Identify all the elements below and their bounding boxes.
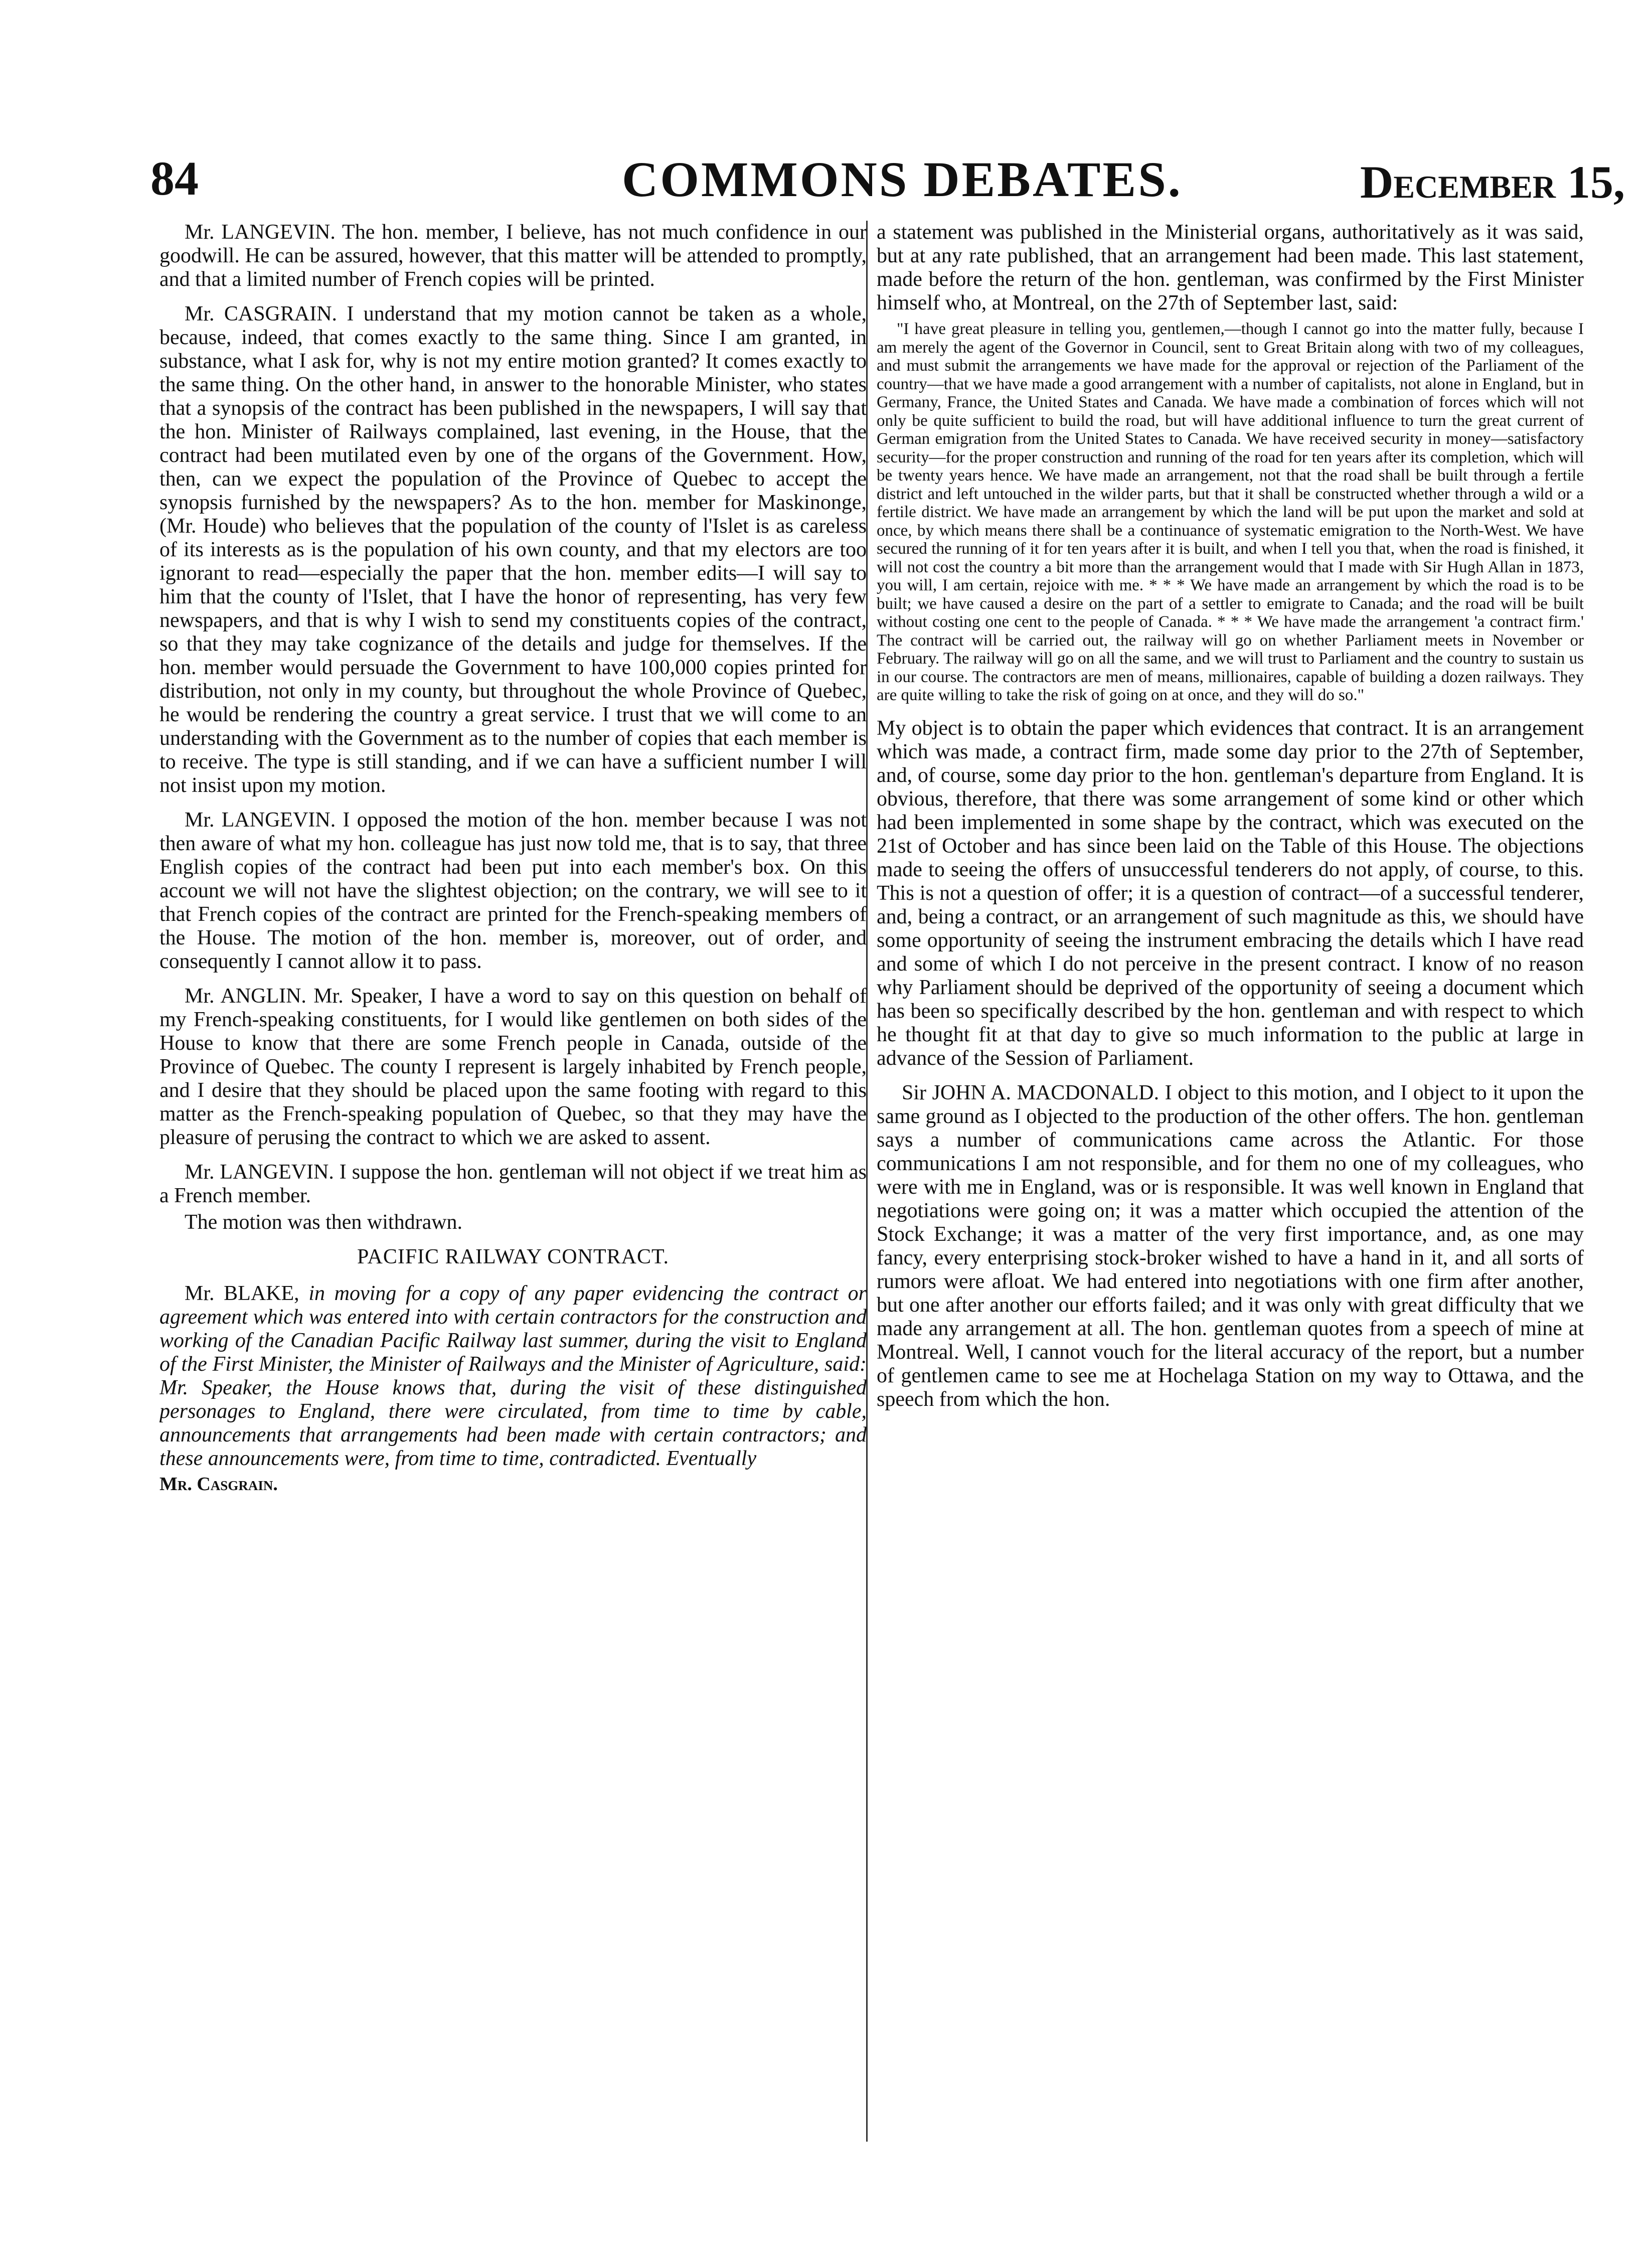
speaker-name: Mr. LANGEVIN. — [185, 809, 336, 832]
quoted-speech: "I have great pleasure in telling you, gentlemen,—though I cannot go into the matter fully, because I am merely the agent of the Governor in Council, sent to Great Britain along with two of my colleagues, and must submit the arrangements we have made for the approval or rejection of the Parliament of the country—that we have made a good arrangement with a number of capitalists, not alone in England, but in Germany, France, the United States and Canada. We have made a combination of forces which will not only be quite sufficient to build the road, but will have additional influence to turn the great current of German emigration from the United States to Canada. We have received security in money—satisfactory security—for the proper construction and running of the road for ten years after its completion, which will be twenty years hence. We have made an arrangement, not that the road shall be built through a fertile district and left untouched in the wilder parts, but that it shall be constructed whether through a wild or a fertile district. We have made an arrangement by which the land will be put upon the market and sold at once, by which means there shall be a continuance of systematic emigration to the North-West. We have secured the running of it for ten years after it is built, and when I tell you that, when the road is finished, it will not cost the country a bit more than the arrangement would that I made with Sir Hugh Allan in 1873, you will, I am certain, rejoice with me. * * * We have made an arrangement by which the road is to be built; we have caused a desire on the part of a settler to emigrate to Canada; and the road will be built without costing one cent to the people of Canada. * * * We have made the arrangement 'a contract firm.' The contract will be carried out, the railway will go on whether Parliament meets in November or February. The railway will go on all the same, and we will trust to Parliament and the country to sustain us in our course. The contractors are men of means, millionaires, capable of building a dozen railways. They are quite willing to take the risk of going on at once, and they will do so." — [877, 320, 1584, 704]
right-column — [877, 221, 1584, 1422]
speech-text: The hon. member, I believe, has not much confidence in our goodwill. He can be assured, however, that this matter will be attended to promptly, and that a limited number of French copies will be printed. — [159, 221, 867, 291]
speaker-name: Mr. BLAKE, — [185, 1282, 299, 1305]
speaker-name: Mr. ANGLIN. — [185, 985, 306, 1008]
speech-continuation: a statement was published in the Ministerial organs, authoritatively as it was said, but at any rate published, that an arrangement had been made. This last statement, made before the return of the hon. gentleman, was confirmed by the First Minister himself who, at Montreal, on the 27th of September last, said: — [877, 221, 1584, 314]
procedural-note — [159, 1211, 867, 1234]
speech-paragraph — [159, 221, 867, 291]
page-header — [150, 150, 1625, 211]
section-heading: PACIFIC RAILWAY CONTRACT. — [357, 1245, 670, 1268]
speech-paragraph — [159, 809, 867, 974]
speech-paragraph — [877, 1081, 1584, 1411]
speech-text: I object to this motion, and I object to it upon the same ground as I objected to the production of the other offers. The hon. gentleman says a number of communications came across the Atlantic. For those communications I am not responsible, and for them no one of my colleagues, who were with me in England, was or is responsible. It was well known in England that negotiations were going on; it was a matter which occupied the attention of the Stock Exchange; it was a matter of the very first importance, and, as one may fancy, every enterprising stock-broker wished to have a hand in it, and all sorts of rumors were afloat. We had entered into negotiations with one firm after another, but one after another our efforts failed; and it was only with great difficulty that we made any arrangement at all. The hon. gentleman quotes from a speech of mine at Montreal. Well, I cannot vouch for the literal accuracy of the report, but a number of gentlemen came to see me at Hochelaga Station on my way to Ottawa, and the speech from which the hon. — [877, 1081, 1584, 1411]
speaker-name: Mr. CASGRAIN. — [185, 302, 338, 326]
speaker-name: Mr. LANGEVIN. — [185, 1161, 334, 1184]
catchword: Mr. Casgrain. — [159, 1474, 278, 1495]
speaker-name: Mr. LANGEVIN. — [185, 221, 336, 244]
speech-text: I suppose the hon. gentleman will not object if we treat him as a French member. — [159, 1161, 867, 1207]
page-date: December 15, — [1360, 156, 1625, 208]
procedural-note-text: The motion was then withdrawn. — [185, 1211, 463, 1234]
speech-paragraph — [159, 985, 867, 1150]
speech-text: I understand that my motion cannot be taken as a whole, because, indeed, that comes exactly to the same thing. Since I am granted, in substance, what I ask for, why is not my entire motion granted? It comes exactly to the same thing. On the other hand, in answer to the honorable Minister, who states that a synopsis of the contract has been published in the newspapers, I will say that the hon. Minister of Railways complained, last evening, in the House, that the contract had been mutilated even by one of the organs of the Government. How, then, can we expect the population of the Province of Quebec to accept the synopsis furnished by the newspapers? As to the hon. member for Maskinonge, (Mr. Houde) who believes that the population of the county of l'Islet is as careless of its interests as is the population of his own county, and that my electors are too ignorant to read—especially the paper that the hon. member edits—I will say to him that the county of l'Islet, that I have the honor of representing, has very few newspapers, and that is why I wish to send my constituents copies of the contract, so that they may take cognizance of the details and judge for themselves. If the hon. member would persuade the Government to have 100,000 copies printed for distribution, not only in my county, but throughout the whole Province of Quebec, he would be rendering the country a great service. I trust that we will come to an understanding with the Government as to the number of copies that each member is to receive. The type is still standing, and if we can have a sufficient number I will not insist upon my motion. — [159, 302, 867, 797]
speaker-name: Sir JOHN A. MACDONALD. — [902, 1081, 1160, 1104]
speech-text: I opposed the motion of the hon. member because I was not then aware of what my hon. colleague has just now told me, that is to say, that three English copies of the contract had been put into each member's box. On this account we will not have the slightest objection; on the contrary, we will see to it that French copies of the contract are printed for the French-speaking members of the House. The motion of the hon. member is, moreover, out of order, and consequently I cannot allow it to pass. — [159, 809, 867, 973]
speech-paragraph — [159, 1282, 867, 1471]
speech-paragraph — [159, 302, 867, 797]
publication-title: COMMONS DEBATES. — [622, 151, 1183, 207]
speech-paragraph — [159, 1161, 867, 1208]
left-column — [159, 221, 867, 1496]
motion-text: in moving for a copy of any paper evidencing the contract or agreement which was entered into with certain contractors for the construction and working of the Canadian Pacific Railway last summer, during the visit to England of the First Minister, the Minister of Railways and the Minister of Agriculture, said: Mr. Speaker, the House knows that, during the visit of these distinguished personages to England, there were circulated, from time to time by cable, announcements that arrangements had been made with certain contractors; and these announcements were, from time to time, contradicted. Eventually — [159, 1282, 867, 1470]
page-number: 84 — [150, 151, 199, 205]
speech-continuation: My object is to obtain the paper which evidences that contract. It is an arrangement which was made, a contract firm, made some day prior to the 27th of September, and, of course, some day prior to the hon. gentleman's departure from England. It is obvious, therefore, that there was some arrangement of some kind or other which had been implemented in some shape by the contract, which was executed on the 21st of October and has since been laid on the Table of this House. The objections made to seeing the offers of unsuccessful tenderers do not apply, of course, to this. This is not a question of offer; it is a question of contract—of a successful tenderer, and, being a contract, or an arrangement of such magnitude as this, we should have some opportunity of seeing the instrument embracing the details which I have read and some of which I do not perceive in the present contract. I know of no reason why Parliament should be deprived of the opportunity of seeing a document which has been so specifically described by the hon. gentleman and with respect to which he thought fit at that day to give so much information to the public at large in advance of the Session of Parliament. — [877, 716, 1584, 1070]
speech-text: Mr. Speaker, I have a word to say on this question on behalf of my French-speaking constituents, for I would like gentlemen on both sides of the House to know that there are some French people in Canada, outside of the Province of Quebec. The county I represent is largely inhabited by French people, and I desire that they should be placed upon the same footing with regard to this matter as the French-speaking population of Quebec, so that they may have the pleasure of perusing the contract to which we are asked to assent. — [159, 985, 867, 1149]
